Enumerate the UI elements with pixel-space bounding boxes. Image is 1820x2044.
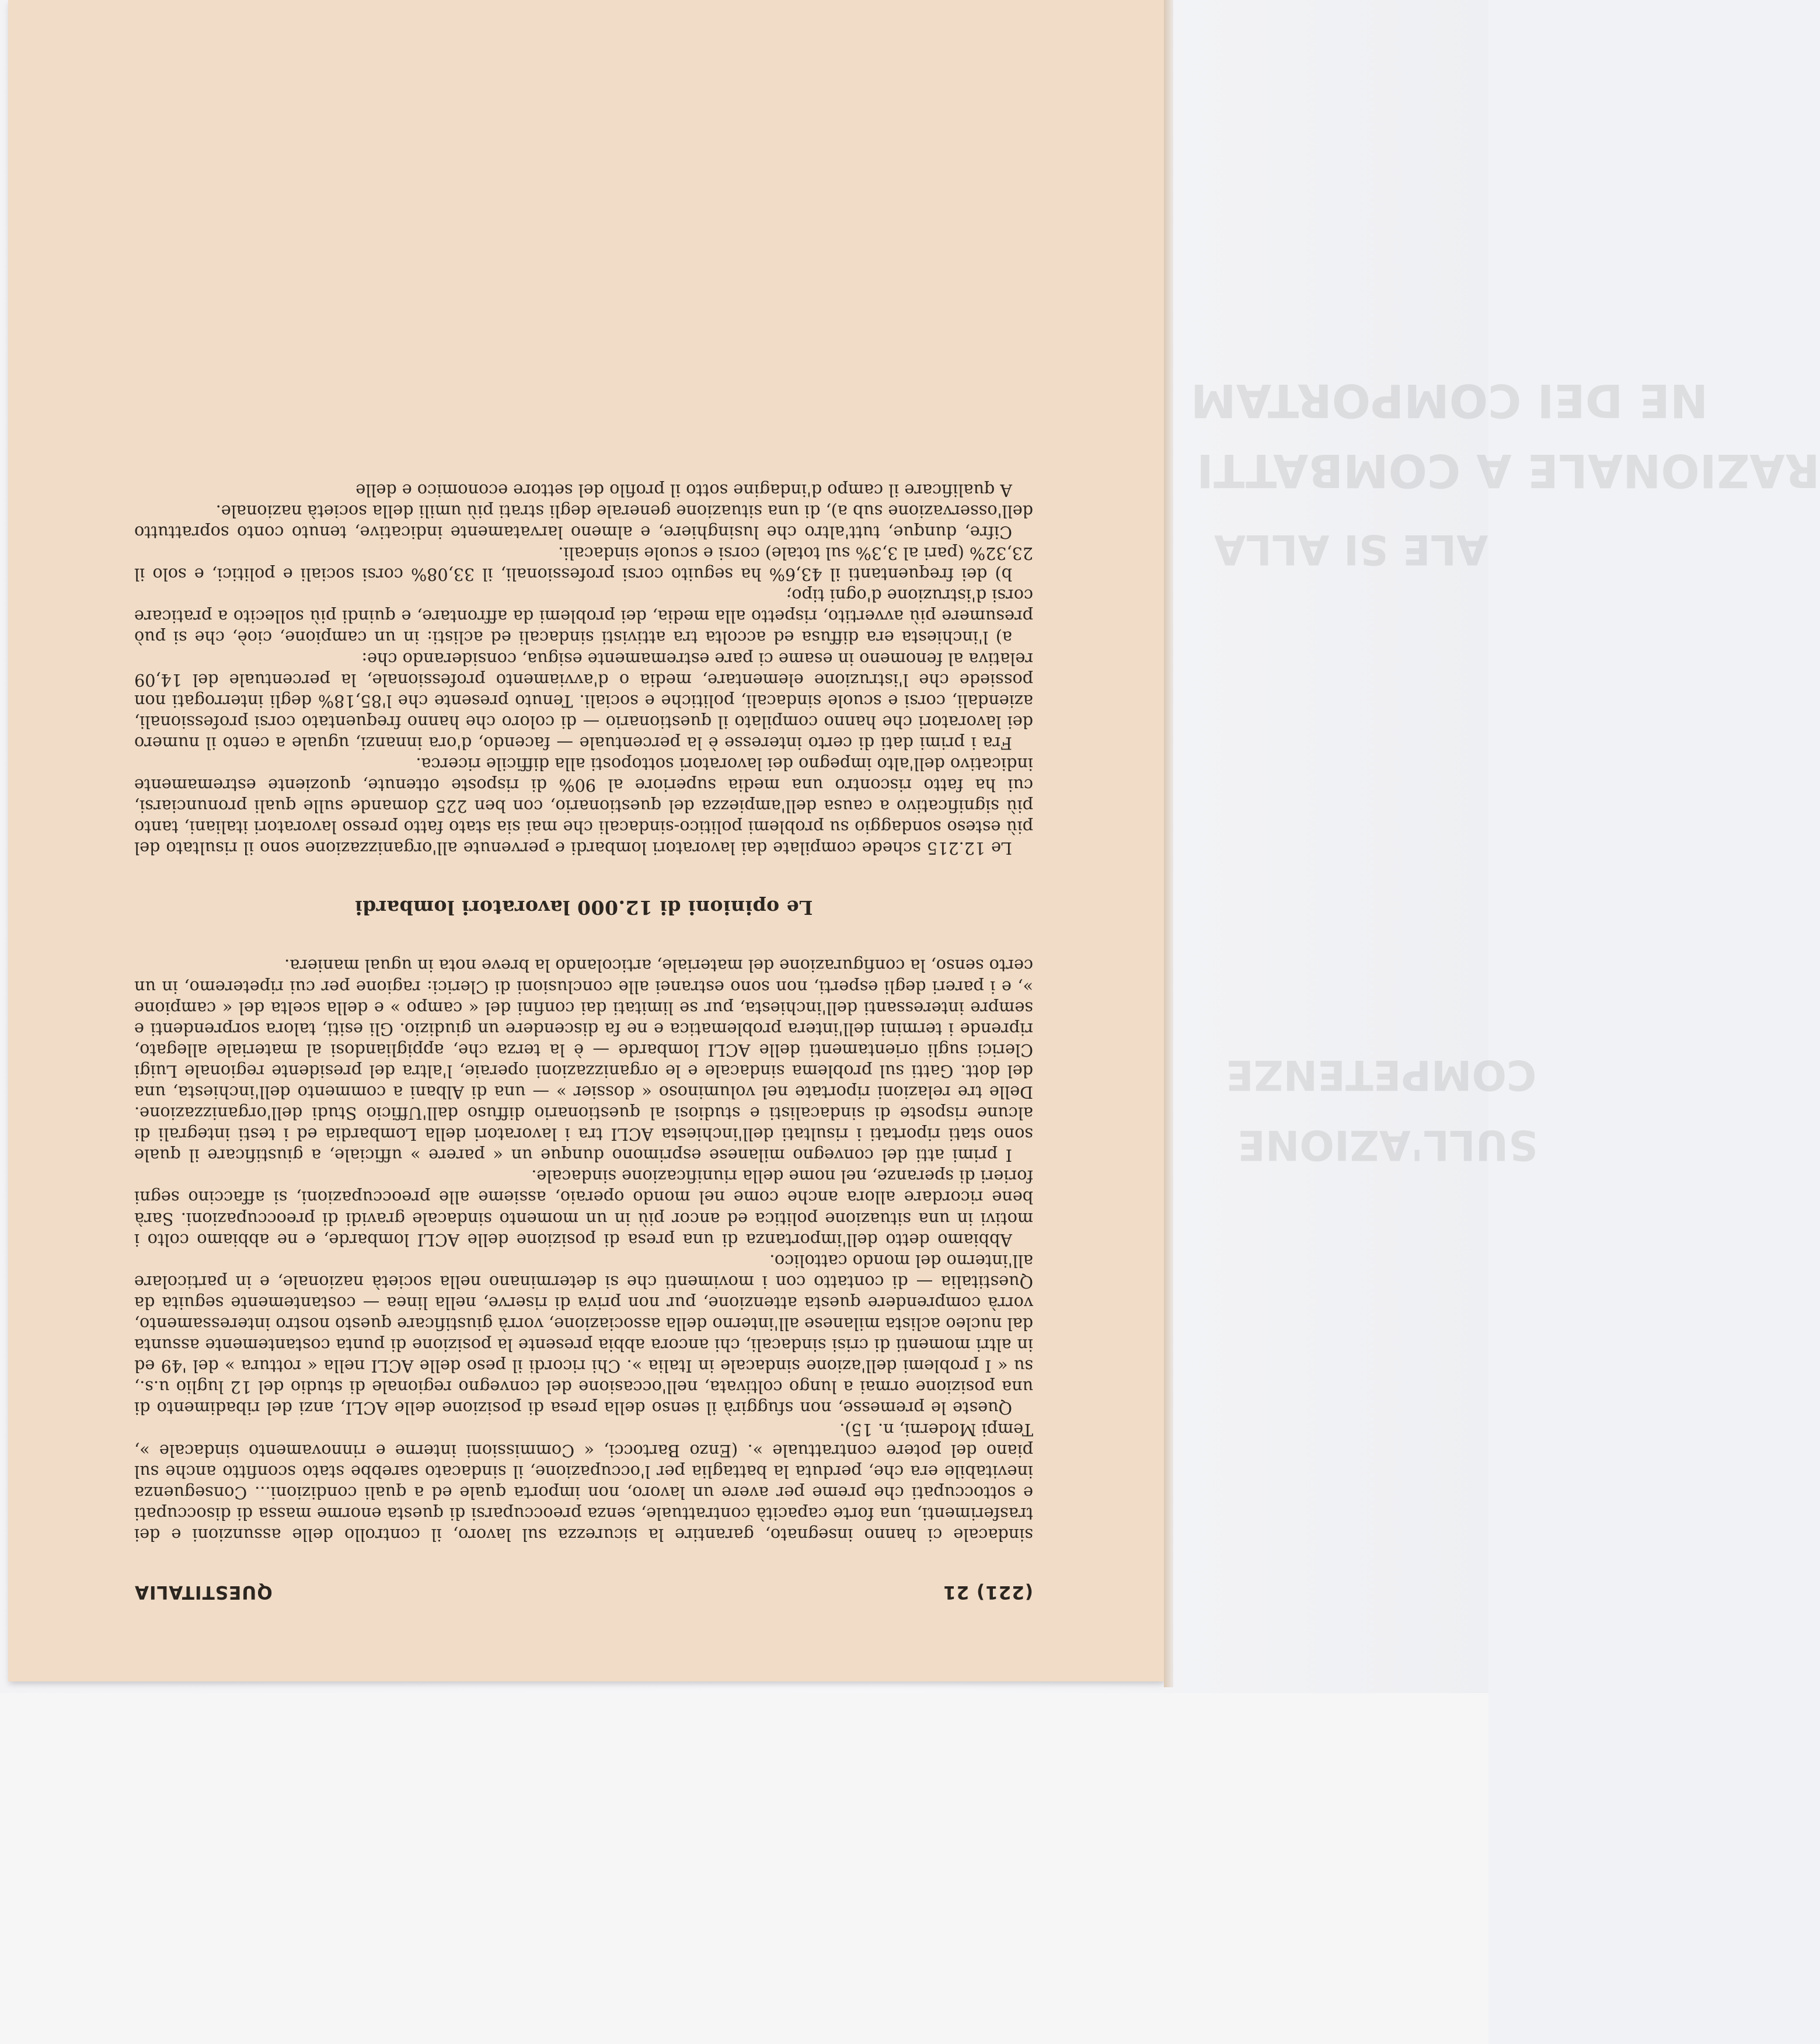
paragraph: Fra i primi dati di certo interesse è la percentuale — facendo, d'ora innanzi, uguale a cento il numero dei lavoratori che hanno compilato il questionario — di coloro che hanno frequentato corsi professionali, aziendali, corsi e scuole sindacali, politiche e sociali. Tenuto presente che l'85,18% degli interrogati non possiede che l'istruzione elementare, media o d'avviamento professionale, la percentuale del 14,09 relativa al fenomeno in esame ci pare estremamente esigua, considerando che:	[134, 649, 1033, 753]
running-head	[134, 1582, 1033, 1603]
bleed-through-text: NE DEI COMPORTAM	[1191, 374, 1709, 426]
paragraph: Abbiamo detto dell'importanza di una presa di posizione delle ACLI lombarde, e ne abbiamo colto i motivi in una situazione politica ed ancor più in un momento sindacale gravidi di preoccupazioni. Sarà bene ricordare allora anche come nel mondo operaio, assieme alle preoccupazioni, si affaccino segni forieri di speranze, nel nome della riunificazione sindacale.	[134, 1166, 1033, 1250]
section-title: Le opinioni di 12.000 lavoratori lombardi	[354, 896, 813, 920]
scanner-bed-bottom	[0, 1693, 1488, 2044]
journal-title: QUESTITALIA	[134, 1582, 273, 1603]
paragraph: Le 12.215 schede compilate dai lavoratori lombardi e pervenute all'organizzazione sono il risultato del più esteso sondaggio su problemi politico-sindacali che mai sia stato fatto presso lavoratori italiani, tanto più significativo a causa dell'ampiezza del questionario, con ben 225 domande sulle quali pronunciarsi, cui ha fatto riscontro una media superiore al 90% di risposte ottenute, quoziente estremamente indicativo dell'alto impegno dei lavoratori sottoposti alla difficile ricerca.	[134, 754, 1033, 859]
bleed-through-text: ALE SI ALLA	[1214, 525, 1488, 573]
article-body	[134, 480, 1033, 1545]
bleed-through-text: RAZIONALE A COMBATTI	[1197, 444, 1820, 496]
paragraph: sindacale ci hanno insegnato, garantire la sicurezza sul lavoro, il controllo delle assunzioni e dei trasferimenti, una forte capacità contrattuale, senza preoccuparsi di questa enorme massa di disoccupati e sottoccupati che preme per avere un lavoro, non importa quale ed a quali condizioni... Conseguenza inevitabile era che, perduta la battaglia per l'occupazione, il sindacato sarebbe stato sconfitto anche sul piano del potere contrattuale ». (Enzo Bartocci, « Commissioni interne e rinnovamento sindacale », Tempi Moderni, n. 15).	[134, 1419, 1033, 1545]
list-item: a) l'inchiesta era diffusa ed accolta tra attivisti sindacali ed aclisti: in un campione, cioè, che si può presumere più avvertito, rispetto alla media, dei problemi da affrontare, e quindi più sollecito a praticare corsi d'istruzione d'ogni tipo;	[134, 586, 1033, 648]
list-item: b) dei frequentanti il 43,6% ha seguito corsi professionali, il 33,08% corsi sociali e politici, e solo il 23,32% (pari al 3,3% sul totale) corsi e scuole sindacali.	[134, 544, 1033, 585]
bleed-through-text: SULL'AZIONE	[1237, 1121, 1538, 1169]
paragraph: A qualificare il campo d'indagine sotto il profilo del settore economico e delle	[355, 480, 1012, 500]
page-edge	[1164, 0, 1173, 1687]
paragraph: I primi atti del convegno milanese esprimono dunque un « parere » ufficiale, a giustificare il quale sono stati riportati i risultati dell'inchiesta ACLI tra i lavoratori della Lombardia ed i testi integrali di alcune risposte di sindacalisti e studiosi al questionario diffuso dall'Ufficio Studi dell'organizzazione. Delle tre relazioni riportate nel voluminoso « dossier » — una di Albani a commento dell'inchiesta, una del dott. Gatti sul problema sindacale e le organizzazioni operaie, l'altra del presidente regionale Luigi Clerici sugli orientamenti delle ACLI lombarde — è la terza che, appigliandosi al materiale allegato, riprende i termini dell'intera problematica e ne fa discendere un giudizio. Gli esiti, talora sorprendenti e sempre interessanti dell'inchiesta, pur se limitati dai confini del « campo » e della scelta del « campione », e i pareri degli esperti, non sono estranei alle conclusioni di Clerici: ragione per cui ripeteremo, in un certo senso, la configurazione del materiale, articolando la breve nota in ugual maniera.	[134, 956, 1033, 1166]
page-content-rotated	[134, 126, 1033, 1603]
paragraph: Cifre, dunque, tutt'altro che lusinghiere, e almeno larvatamente indicative, tenuto conto soprattutto dell'osservazione sub a), di una situazione generale degli strati più umili della società nazionale.	[134, 501, 1033, 542]
page-number: (221) 21	[943, 1582, 1033, 1603]
paragraph: Queste le premesse, non sfuggirà il senso della presa di posizione delle ACLI, anzi del ribadimento di una posizione ormai a lungo coltivata, nell'occasione del convegno regionale di studio del 12 luglio u.s., su « I problemi dell'azione sindacale in Italia ». Chi ricordi il peso delle ACLI nella « rottura » del '49 ed in altri momenti di crisi sindacali, chi ancora abbia presente la posizione di punta costantemente assunta dal nucleo aclista milanese all'interno della associazione, vorrà giustificare questo nostro interessamento, vorrà comprendere questa attenzione, pur non priva di riserve, nella linea — costantemente seguita da Questitalia — di contatto con i movimenti che si determinano nella società nazionale, e in particolare all'interno del mondo cattolico.	[134, 1251, 1033, 1419]
bleed-through-text: COMPETENZE	[1226, 1051, 1537, 1099]
